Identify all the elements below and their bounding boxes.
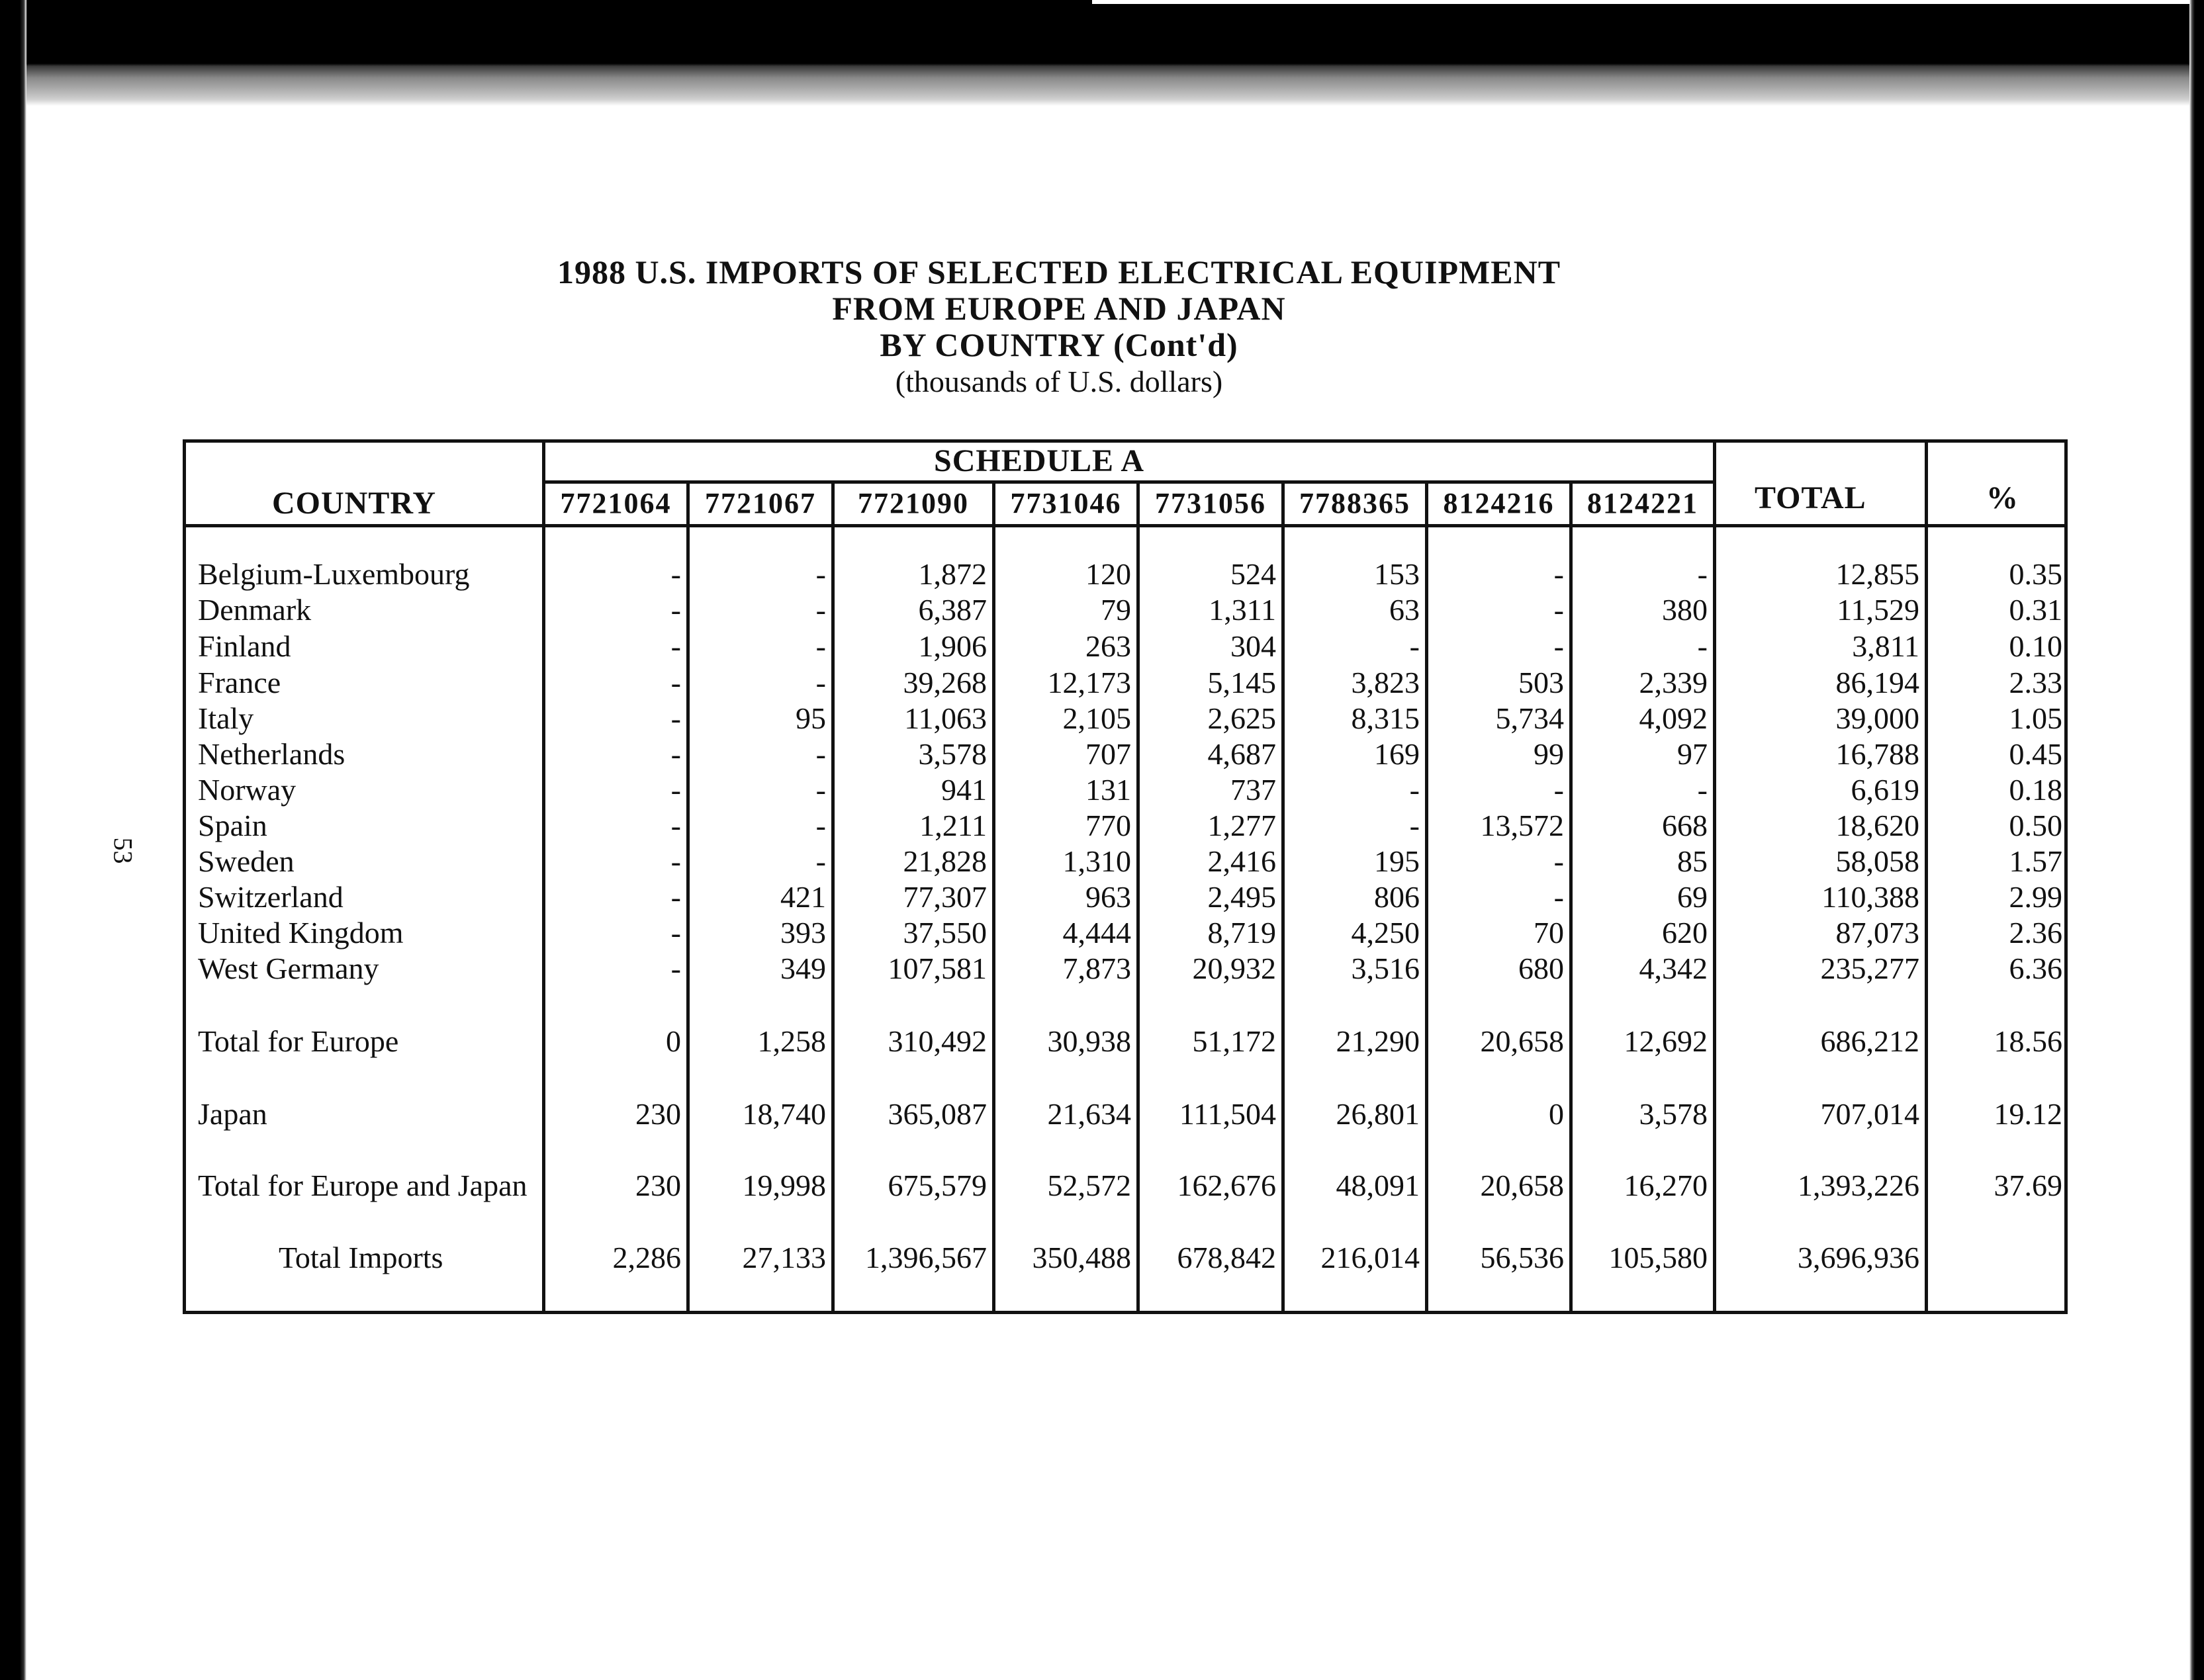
country-label: Norway	[198, 773, 297, 807]
value-cell: -	[1697, 557, 1708, 591]
value-cell: -	[1697, 629, 1708, 663]
value-cell: 51,172	[1192, 1024, 1276, 1058]
country-label: Italy	[198, 701, 254, 735]
value-cell: 8,719	[1207, 916, 1276, 950]
value-cell: -	[815, 593, 826, 627]
total-cell: 110,388	[1821, 880, 1919, 914]
value-cell: -	[815, 557, 826, 591]
total-cell: 1,393,226	[1798, 1169, 1919, 1202]
percent-cell: 2.33	[2009, 666, 2062, 699]
value-cell: 806	[1374, 880, 1420, 914]
value-cell: 12,173	[1047, 666, 1131, 699]
value-cell: 48,091	[1336, 1169, 1420, 1202]
value-cell: 5,734	[1495, 701, 1564, 735]
value-cell: 5,145	[1207, 666, 1276, 699]
value-cell: 0	[666, 1024, 681, 1058]
value-cell: -	[1553, 844, 1564, 878]
value-cell: 2,105	[1062, 701, 1131, 735]
country-header: COUNTRY	[272, 486, 436, 521]
value-cell: -	[670, 666, 681, 699]
value-cell: 20,658	[1480, 1024, 1564, 1058]
total-cell: 707,014	[1820, 1097, 1919, 1131]
schedule-code-header: 7731046	[1010, 487, 1122, 519]
value-cell: -	[1409, 809, 1420, 842]
percent-cell: 0.31	[2009, 593, 2062, 627]
value-cell: 195	[1374, 844, 1420, 878]
percent-cell: 0.45	[2009, 737, 2062, 771]
percent-cell: 18.56	[1994, 1024, 2062, 1058]
value-cell: -	[670, 844, 681, 878]
value-cell: 349	[780, 951, 826, 985]
value-cell: -	[1553, 880, 1564, 914]
percent-cell: 0.10	[2009, 629, 2062, 663]
value-cell: 79	[1101, 593, 1131, 627]
value-cell: 63	[1389, 593, 1420, 627]
value-cell: -	[670, 809, 681, 842]
percent-cell: 19.12	[1994, 1097, 2062, 1131]
country-label: Switzerland	[198, 880, 344, 914]
percent-header: %	[1986, 480, 2019, 515]
value-cell: 3,823	[1351, 666, 1420, 699]
percent-cell: 1.57	[2009, 844, 2062, 878]
value-cell: 13,572	[1480, 809, 1564, 842]
percent-cell: 0.50	[2009, 809, 2062, 842]
value-cell: 120	[1085, 557, 1131, 591]
title-line-3: BY COUNTRY (Cont'd)	[880, 326, 1238, 363]
value-cell: 421	[780, 880, 826, 914]
percent-cell: 37.69	[1994, 1169, 2062, 1202]
value-cell: 4,687	[1207, 737, 1276, 771]
value-cell: 20,932	[1192, 951, 1276, 985]
value-cell: 162,676	[1177, 1169, 1276, 1202]
value-cell: -	[815, 844, 826, 878]
value-cell: -	[670, 737, 681, 771]
value-cell: 39,268	[903, 666, 987, 699]
value-cell: 230	[635, 1097, 681, 1131]
page-number: 53	[108, 837, 138, 864]
value-cell: 393	[780, 916, 826, 950]
total-cell: 58,058	[1835, 844, 1919, 878]
total-cell: 686,212	[1820, 1024, 1919, 1058]
value-cell: 52,572	[1047, 1169, 1131, 1202]
value-cell: 678,842	[1177, 1241, 1276, 1274]
value-cell: 21,290	[1336, 1024, 1420, 1058]
value-cell: 1,277	[1207, 809, 1276, 842]
total-cell: 87,073	[1835, 916, 1919, 950]
value-cell: 2,416	[1207, 844, 1276, 878]
total-cell: 18,620	[1835, 809, 1919, 842]
value-cell: 4,342	[1639, 951, 1708, 985]
scan-border-left	[0, 0, 26, 1680]
scan-border-top	[0, 0, 2204, 106]
value-cell: 6,387	[918, 593, 987, 627]
value-cell: 3,578	[918, 737, 987, 771]
percent-cell: 0.18	[2009, 773, 2062, 807]
value-cell: 70	[1534, 916, 1564, 950]
total-cell: 12,855	[1835, 557, 1919, 591]
value-cell: -	[815, 773, 826, 807]
value-cell: -	[670, 701, 681, 735]
value-cell: 105,580	[1608, 1241, 1708, 1274]
value-cell: 85	[1677, 844, 1708, 878]
country-label: Total for Europe and Japan	[198, 1169, 528, 1202]
value-cell: -	[1553, 593, 1564, 627]
value-cell: 524	[1230, 557, 1276, 591]
value-cell: 707	[1085, 737, 1131, 771]
country-label: West Germany	[198, 951, 379, 985]
schedule-code-header: 8124216	[1443, 487, 1555, 519]
scan-border-right	[2189, 0, 2204, 1680]
value-cell: 1,211	[919, 809, 987, 842]
value-cell: 216,014	[1320, 1241, 1420, 1274]
value-cell: 1,258	[757, 1024, 826, 1058]
value-cell: 37,550	[903, 916, 987, 950]
imports-table	[183, 439, 2068, 1314]
value-cell: -	[670, 629, 681, 663]
schedule-code-header: 7721067	[705, 487, 816, 519]
percent-cell: 2.99	[2009, 880, 2062, 914]
value-cell: 30,938	[1047, 1024, 1131, 1058]
value-cell: 4,444	[1062, 916, 1131, 950]
value-cell: 680	[1518, 951, 1564, 985]
value-cell: 77,307	[903, 880, 987, 914]
total-cell: 39,000	[1835, 701, 1919, 735]
total-cell: 6,619	[1851, 773, 1919, 807]
value-cell: 737	[1230, 773, 1276, 807]
value-cell: 365,087	[888, 1097, 987, 1131]
country-label: Finland	[198, 629, 291, 663]
units-note: (thousands of U.S. dollars)	[895, 365, 1223, 398]
value-cell: 20,658	[1480, 1169, 1564, 1202]
value-cell: 3,578	[1639, 1097, 1708, 1131]
value-cell: 503	[1518, 666, 1564, 699]
title-block	[397, 254, 1721, 400]
schedule-code-header: 7721090	[858, 487, 969, 519]
value-cell: -	[670, 773, 681, 807]
value-cell: 169	[1374, 737, 1420, 771]
value-cell: 310,492	[888, 1024, 987, 1058]
value-cell: 19,998	[742, 1169, 826, 1202]
value-cell: 153	[1374, 557, 1420, 591]
value-cell: 2,339	[1639, 666, 1708, 699]
value-cell: 675,579	[888, 1169, 987, 1202]
value-cell: 1,396,567	[865, 1241, 987, 1274]
value-cell: -	[670, 557, 681, 591]
country-label: United Kingdom	[198, 916, 404, 950]
value-cell: -	[815, 809, 826, 842]
value-cell: -	[670, 951, 681, 985]
value-cell: 21,634	[1047, 1097, 1131, 1131]
country-label: Denmark	[198, 593, 312, 627]
value-cell: -	[1409, 773, 1420, 807]
value-cell: 1,906	[918, 629, 987, 663]
value-cell: 620	[1662, 916, 1708, 950]
header-rule	[186, 524, 2068, 527]
value-cell: 263	[1085, 629, 1131, 663]
country-label: Japan	[198, 1097, 267, 1131]
country-label: Sweden	[198, 844, 295, 878]
value-cell: 1,311	[1209, 593, 1276, 627]
schedule-code-header: 7721064	[560, 487, 672, 519]
value-cell: 56,536	[1480, 1241, 1564, 1274]
total-cell: 235,277	[1820, 951, 1919, 985]
value-cell: 97	[1677, 737, 1708, 771]
value-cell: -	[670, 593, 681, 627]
value-cell: 27,133	[742, 1241, 826, 1274]
value-cell: 941	[941, 773, 987, 807]
country-label: Belgium-Luxembourg	[198, 557, 470, 591]
value-cell: 2,286	[612, 1241, 681, 1274]
total-cell: 11,529	[1837, 593, 1919, 627]
total-header: TOTAL	[1755, 480, 1866, 515]
percent-cell: 6.36	[2009, 951, 2062, 985]
value-cell: 4,092	[1639, 701, 1708, 735]
value-cell: -	[1697, 773, 1708, 807]
value-cell: 16,270	[1624, 1169, 1708, 1202]
value-cell: 107,581	[888, 951, 987, 985]
country-label: Spain	[198, 809, 267, 842]
value-cell: 1,872	[918, 557, 987, 591]
value-cell: 350,488	[1032, 1241, 1131, 1274]
value-cell: 11,063	[904, 701, 987, 735]
value-cell: -	[815, 629, 826, 663]
value-cell: 770	[1085, 809, 1131, 842]
value-cell: 668	[1662, 809, 1708, 842]
percent-cell: 2.36	[2009, 916, 2062, 950]
schedule-header: SCHEDULE A	[934, 443, 1145, 478]
title-line-2: FROM EUROPE AND JAPAN	[832, 290, 1286, 327]
value-cell: 0	[1549, 1097, 1564, 1131]
country-label: Total Imports	[279, 1241, 443, 1274]
value-cell: -	[670, 880, 681, 914]
value-cell: 18,740	[742, 1097, 826, 1131]
value-cell: 230	[635, 1169, 681, 1202]
schedule-code-header: 7788365	[1299, 487, 1410, 519]
value-cell: 69	[1677, 880, 1708, 914]
value-cell: -	[1409, 629, 1420, 663]
value-cell: 2,495	[1207, 880, 1276, 914]
value-cell: 131	[1085, 773, 1131, 807]
value-cell: 304	[1230, 629, 1276, 663]
value-cell: 963	[1085, 880, 1131, 914]
total-cell: 16,788	[1835, 737, 1919, 771]
total-cell: 3,811	[1852, 629, 1919, 663]
schedule-code-header: 7731056	[1155, 487, 1266, 519]
percent-cell: 1.05	[2009, 701, 2062, 735]
value-cell: 111,504	[1179, 1097, 1276, 1131]
percent-cell: 0.35	[2009, 557, 2062, 591]
total-cell: 86,194	[1835, 666, 1919, 699]
country-label: France	[198, 666, 281, 699]
value-cell: -	[1553, 629, 1564, 663]
value-cell: 99	[1534, 737, 1564, 771]
value-cell: -	[1553, 557, 1564, 591]
value-cell: 7,873	[1062, 951, 1131, 985]
value-cell: -	[815, 666, 826, 699]
value-cell: 12,692	[1624, 1024, 1708, 1058]
value-cell: 2,625	[1207, 701, 1276, 735]
value-cell: 4,250	[1351, 916, 1420, 950]
value-cell: 3,516	[1351, 951, 1420, 985]
value-cell: -	[1553, 773, 1564, 807]
title-line-1: 1988 U.S. IMPORTS OF SELECTED ELECTRICAL EQUIPMENT	[557, 253, 1561, 290]
value-cell: 95	[796, 701, 826, 735]
value-cell: 8,315	[1351, 701, 1420, 735]
value-cell: -	[815, 737, 826, 771]
country-label: Total for Europe	[198, 1024, 399, 1058]
value-cell: 21,828	[903, 844, 987, 878]
total-cell: 3,696,936	[1798, 1241, 1919, 1274]
value-cell: 380	[1662, 593, 1708, 627]
schedule-code-header: 8124221	[1587, 487, 1698, 519]
value-cell: 26,801	[1336, 1097, 1420, 1131]
value-cell: -	[670, 916, 681, 950]
value-cell: 1,310	[1062, 844, 1131, 878]
country-label: Netherlands	[198, 737, 345, 771]
